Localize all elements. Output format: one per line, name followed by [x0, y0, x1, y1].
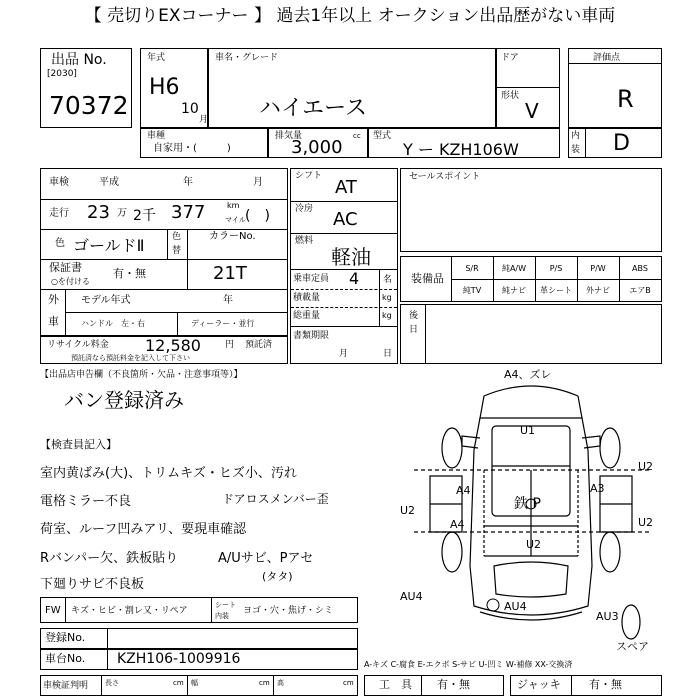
year-month: 10 [181, 101, 199, 117]
registration-label: 登録No. [45, 631, 86, 644]
lot-sub: [2030] [47, 69, 77, 79]
equip-sr: S/R [465, 264, 479, 273]
fw-seat-value: ヨゴ・穴・焦げ・シミ [243, 606, 334, 616]
mileage-value1: 23 [87, 202, 110, 223]
diag-u2-r2: U2 [638, 516, 654, 529]
foreign-label-bottom: 車 [48, 315, 59, 328]
year-value: H6 [149, 75, 180, 100]
tools-box [364, 675, 504, 696]
foreign-model-unit: 年 [223, 295, 233, 306]
sales-box [400, 168, 662, 252]
year-label: 年式 [147, 53, 166, 63]
foreign-model-label: モデル年式 [81, 295, 131, 306]
chassis-label: 車台No. [45, 652, 86, 665]
warranty-value: 有・無 [113, 267, 146, 280]
warranty-label: 保証書 [49, 261, 82, 274]
diag-u1: U1 [520, 424, 536, 437]
recycle-unit: 円 [225, 340, 235, 350]
shaken-label: 車検 [49, 177, 69, 188]
door-box [496, 48, 560, 128]
foreign-label-top: 外 [48, 293, 59, 306]
mileage-unit1: 万 [117, 208, 127, 219]
fuel-value: 軽油 [331, 245, 371, 269]
shaken-year-unit: 年 [183, 177, 193, 188]
fw-seat-bottom: 内装 [215, 612, 229, 620]
cert-u1: cm [173, 679, 184, 687]
fuel-label: 燃料 [295, 236, 314, 246]
sales-label: セールスポイント [409, 172, 481, 182]
inspector-line-3: 荷室、ルーフ凹みアリ、要現車確認 [40, 522, 247, 537]
interior-label-bottom: 装 [571, 145, 581, 155]
recycle-box [40, 336, 288, 364]
name-box [208, 48, 496, 128]
load-label: 積載量 [293, 293, 321, 303]
interior-box [568, 128, 662, 158]
name-label: 車名・グレード [215, 53, 279, 63]
shaken-era: 平成 [99, 177, 119, 188]
displacement-label: 排気量 [275, 131, 303, 141]
docs-unit2: 日 [383, 349, 393, 359]
diag-a3: A3 [590, 482, 605, 495]
cert-l1: 長さ [105, 679, 119, 687]
color-change-top: 色 [172, 232, 182, 242]
load-unit: kg [382, 293, 392, 302]
equip-ext-navi: 外ナビ [586, 286, 610, 295]
cert-row [40, 675, 358, 696]
equip-tv: 純TV [462, 286, 482, 295]
color-change-bottom: 替 [172, 246, 182, 256]
recycle-note: 預託済なら預託料金を記入して下さい [71, 354, 190, 362]
inspector-line-5: 下廻りサビ不良板 [40, 577, 145, 592]
diag-u2-r1: U2 [638, 460, 654, 473]
rear-label-bottom: 日 [409, 325, 419, 335]
shaken-month-unit: 月 [253, 177, 263, 188]
usage-label: 車種 [147, 131, 166, 141]
docs-label: 書類期限 [293, 331, 330, 341]
mileage-paren: ( ) [245, 208, 270, 224]
year-month-unit: 月 [199, 115, 209, 125]
equip-pw: P/W [590, 264, 606, 273]
inspector-line-2b: ドアロスメンバー歪 [222, 492, 329, 506]
cert-u2: cm [259, 679, 270, 687]
seller-notes-label: 【出品店申告欄（不良箇所・欠品・注意事項等）】 [40, 370, 243, 380]
color-label: 色 [55, 238, 65, 249]
banner: 【 売切りEXコーナー 】 過去1年以上 オークション出品歴がない車両 [84, 6, 616, 26]
seller-notes-value: バン登録済み [64, 388, 184, 412]
fw-seat-top: シート [215, 601, 236, 609]
recycle-value: 12,580 [145, 336, 201, 355]
diag-a4a: A4 [456, 484, 471, 497]
foreign-handle: ハンドル 左・右 [81, 319, 145, 328]
tools-value: 有・無 [437, 678, 470, 691]
model-type-value: Y ー KZH106W [403, 140, 519, 159]
chassis-row [40, 649, 358, 670]
diag-center: 鉄 P [514, 496, 541, 512]
jack-box [510, 675, 662, 696]
diag-au4-c: AU4 [504, 600, 527, 613]
displacement-value: 3,000 [291, 137, 343, 158]
capacity-label: 乗車定員 [293, 274, 330, 284]
score-label: 評価点 [593, 53, 621, 63]
mileage-value3: 377 [171, 202, 206, 223]
mileage-value2: 2千 [133, 208, 156, 224]
inspector-line-4: Rバンパー欠、鉄板貼り [40, 551, 179, 566]
foreign-dealer: ディーラー・並行 [191, 319, 255, 328]
inspector-line-2: 電格ミラー不良 [40, 494, 132, 509]
car-diagram [400, 366, 662, 660]
warranty-note: ○を付ける [51, 277, 90, 286]
color-no-label: カラーNo. [209, 231, 256, 242]
recycle-label: リサイクル料金 [47, 340, 109, 350]
shift-label: シフト [295, 171, 323, 181]
equip-navi: 純ナビ [502, 286, 526, 295]
diag-au4-l: AU4 [400, 590, 423, 603]
aircon-value: AC [333, 209, 358, 230]
equip-leather: 革シート [540, 286, 572, 295]
capacity-unit: 名 [383, 275, 393, 285]
usage-options: 自家用・( ) [153, 143, 231, 154]
aircon-label: 冷房 [295, 204, 314, 214]
fw-value: キズ・ヒビ・割レ又・リペア [71, 606, 188, 616]
color-no-value: 21T [213, 263, 247, 284]
chassis-value: KZH106-1009916 [117, 651, 241, 667]
equip-airbag: エアB [629, 286, 651, 295]
cert-l3: 高 [277, 679, 284, 687]
tools-label: 工 具 [379, 678, 412, 691]
jack-label: ジャッキ [517, 678, 561, 691]
rear-box [400, 304, 662, 364]
diag-u2-c: U2 [526, 538, 542, 551]
cert-u3: cm [343, 679, 354, 687]
mileage-label: 走行 [49, 208, 69, 219]
jack-value: 有・無 [589, 678, 622, 691]
mileage-mile: マイル [225, 216, 246, 224]
middle-grid [290, 168, 398, 364]
equip-abs: ABS [632, 264, 648, 273]
shape-label: 形状 [501, 91, 520, 101]
gross-unit: kg [382, 311, 392, 320]
equipment-box [400, 256, 662, 302]
lot-label: 出品 No. [51, 52, 107, 68]
gross-label: 総重量 [293, 311, 321, 321]
lot-box [40, 48, 132, 128]
fw-label: FW [45, 605, 61, 616]
equip-aw: 純A/W [501, 264, 527, 273]
interior-label-top: 内 [571, 131, 581, 141]
inspector-line-4b: A/Uサビ、Pアセ [218, 551, 314, 566]
color-value: ゴールドⅡ [73, 236, 145, 255]
lot-number: 70372 [49, 91, 129, 120]
shift-value: AT [335, 177, 357, 198]
model-type-box [368, 128, 560, 158]
inspector-label: 【検査員記入】 [40, 438, 117, 451]
left-grid [40, 168, 288, 336]
capacity-value: 4 [349, 269, 360, 288]
legend: A-キズ C-腐食 E-エクボ S-サビ U-凹ミ W-補修 XX-交換済 [364, 660, 573, 669]
year-box [140, 48, 208, 128]
displacement-unit: cc [353, 132, 361, 140]
door-label: ドア [501, 53, 519, 63]
diag-au3: AU3 [596, 610, 619, 623]
inspector-line-5b: (タタ) [262, 570, 293, 583]
equip-ps: P/S [549, 264, 563, 273]
diag-a4b: A4 [450, 518, 465, 531]
cert-l2: 幅 [191, 679, 198, 687]
registration-row [40, 628, 358, 649]
fw-row [40, 597, 358, 623]
model-type-label: 型式 [373, 131, 392, 141]
usage-box [140, 128, 268, 158]
diag-u2-l: U2 [400, 504, 416, 517]
equipment-label: 装備品 [411, 272, 444, 285]
score-value: R [617, 85, 634, 113]
displacement-box [268, 128, 368, 158]
inspector-line-1: 室内黄ばみ(大)、トリムキズ・ヒズ小、汚れ [40, 466, 297, 481]
rear-label-top: 後 [409, 311, 419, 321]
name-value: ハイエース [259, 96, 368, 121]
diag-spare: スペア [616, 640, 649, 653]
recycle-status: 預託済 [245, 340, 273, 350]
docs-unit: 月 [339, 349, 349, 359]
cert-label: 車検証判明 [43, 681, 89, 691]
diag-top: A4、ズレ [504, 368, 552, 381]
interior-value: D [613, 131, 630, 156]
shape-value: V [525, 99, 539, 123]
score-box [568, 48, 662, 128]
mileage-km: km [227, 201, 240, 210]
